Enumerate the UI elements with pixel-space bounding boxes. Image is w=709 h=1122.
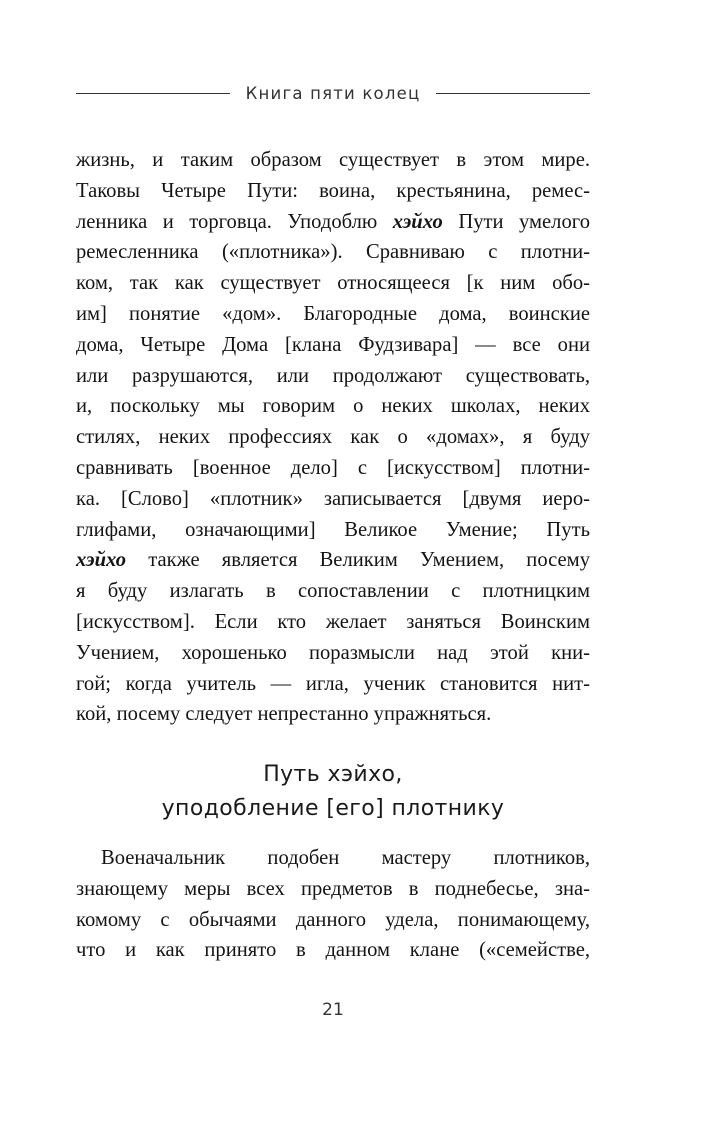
text-segment: также является Великим Умением, посему [126,549,590,572]
text-line: Военачальник подобен мастеру плотников, [101,847,590,869]
text-line: ремесленника («плотника»). Сравниваю с плотни- [76,241,590,264]
text-line: Учением, хорошенько поразмысли над этой кни- [76,641,590,664]
paragraph-1 [76,145,590,730]
section-heading [76,758,590,826]
section-heading-line: Путь хэйхо, [263,762,403,787]
text-line: Таковы Четыре Пути: воина, крестьянина, ремес- [76,179,590,202]
text-line: стилях, неких профессиях как о «домах», я буду [76,426,590,449]
text-line: жизнь, и таким образом существует в этом мире. [76,149,590,171]
text-segment: ленника и торговца. Уподоблю [76,210,393,233]
text-line: кой, посему следует непрестанно упражняться. [76,703,492,726]
text-line: знающему меры всех предметов в поднебесье, зна- [76,877,590,900]
page-number: 21 [322,1000,344,1020]
text-line [76,207,590,238]
text-line [76,545,590,576]
text-line: глифами, означающими] Великое Умение; Путь [76,518,590,541]
text-line: [искусством]. Если кто желает заняться Воинским [76,610,590,633]
running-head-rule-right [436,93,590,94]
text-line: комому с обычаями данного удела, понимающему, [76,908,590,931]
text-line: им] понятие «дом». Благородные дома, воинские [76,302,590,325]
text-line: и, поскольку мы говорим о неких школах, неких [76,395,590,418]
running-head-rule-left [76,93,230,94]
text-line: что и как принято в данном клане («семействе, [76,939,590,962]
text-line: гой; когда учитель — игла, ученик становится нит- [76,672,590,695]
section-heading-line: уподобление [его] плотнику [161,796,505,821]
text-line: или разрушаются, или продолжают существовать, [76,364,590,387]
text-segment: Пути умелого [442,210,590,233]
running-head [76,78,590,108]
paragraph-2 [76,843,590,966]
term-heiho: хэйхо [76,549,127,572]
text-line: сравнивать [военное дело] с [искусством] плотни- [76,456,590,479]
text-line: я буду излагать в сопоставлении с плотницким [76,580,590,603]
text-line: дома, Четыре Дома [клана Фудзивара] — все они [76,333,590,356]
text-line: ка. [Слово] «плотник» записывается [двумя иеро- [76,487,590,510]
running-head-title: Книга пяти колец [245,83,421,103]
term-heiho: хэйхо [392,210,443,233]
text-line: ком, так как существует относящееся [к ним обо- [76,272,590,295]
